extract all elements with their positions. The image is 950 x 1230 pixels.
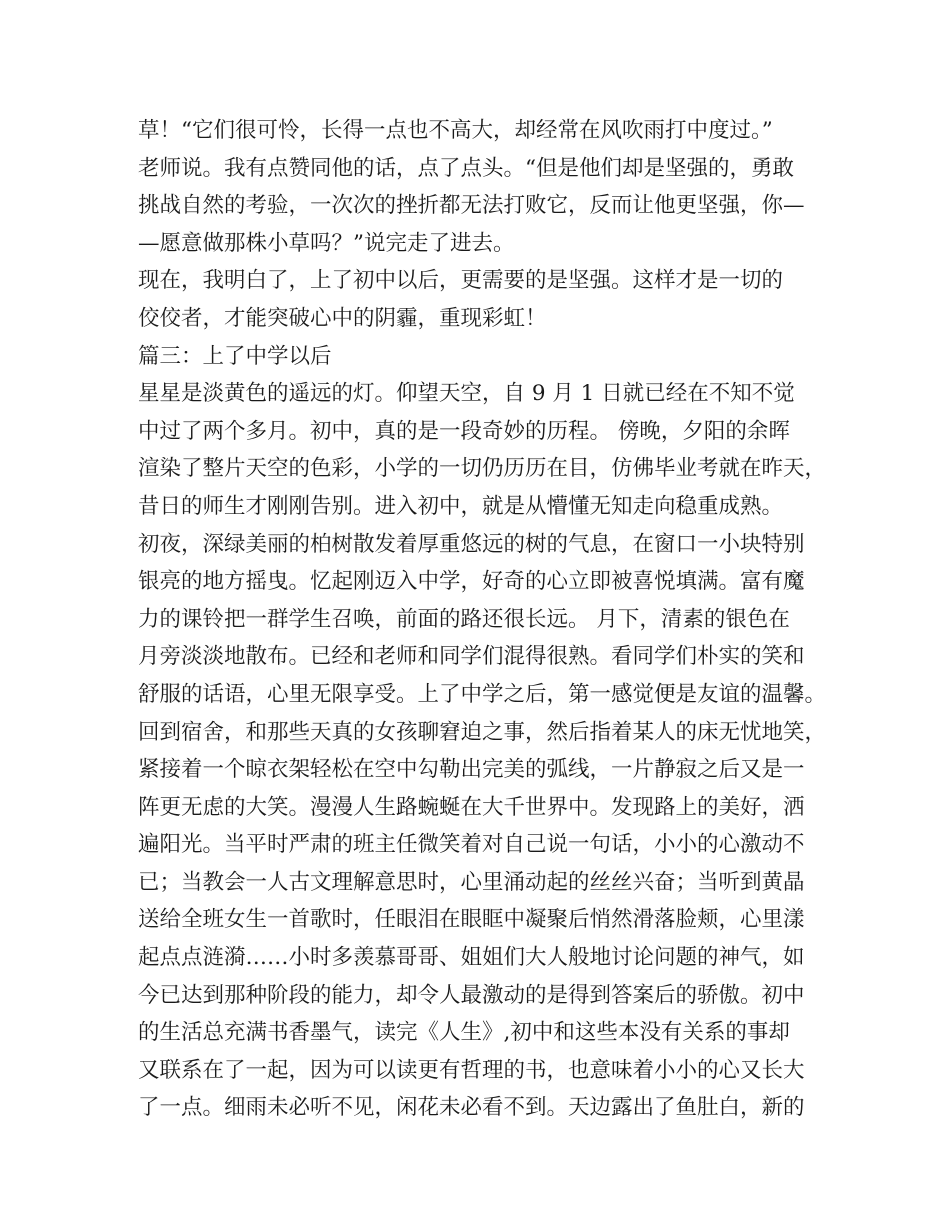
text-line: 草！“它们很可怜，长得一点也不高大，却经常在风吹雨打中度过。”	[138, 118, 773, 143]
text-line: 挑战自然的考验，一次次的挫折都无法打败它，反而让他更坚强，你—	[138, 193, 805, 219]
text-line: 遍阳光。当平时严肃的班主任微笑着对自己说一句话，小小的心激动不	[138, 832, 805, 858]
text-line: 力的课铃把一群学生召唤，前面的路还很长远。 月下，清素的银色在	[138, 606, 790, 632]
text-line: 起点点涟漪……小时多羡慕哥哥、姐姐们大人般地讨论问题的神气，如	[138, 945, 805, 971]
text-line: 昔日的师生才刚刚告别。进入初中，就是从懵懂无知走向稳重成熟。	[138, 493, 784, 519]
text-line: 渲染了整片天空的色彩，小学的一切仍历历在目，仿佛毕业考就在昨天，	[138, 456, 827, 482]
text-line: 了一点。细雨未必听不见，闲花未必看不到。天边露出了鱼肚白，新的	[138, 1095, 805, 1121]
text-line: 已；当教会一人古文理解意思时，心里涌动起的丝丝兴奋；当听到黄晶	[138, 869, 805, 895]
text-line: 现在，我明白了，上了初中以后，更需要的是坚强。这样才是一切的	[138, 268, 784, 294]
text-line: 佼佼者，才能突破心中的阴霾，重现彩虹！	[138, 305, 547, 331]
text-line: 又联系在了一起，因为可以读更有哲理的书，也意味着小小的心又长大	[138, 1057, 805, 1083]
text-line: 月旁淡淡地散布。已经和老师和同学们混得很熟。看同学们朴实的笑和	[138, 644, 805, 670]
text-line: 舒服的话语，心里无限享受。上了中学之后，第一感觉便是友谊的温馨。	[138, 681, 827, 707]
text-line: 回到宿舍，和那些天真的女孩聊窘迫之事，然后指着某人的床无忧地笑，	[138, 719, 827, 745]
text-line: 今已达到那种阶段的能力，却令人最激动的是得到答案后的骄傲。初中	[138, 982, 805, 1008]
text-line: 的生活总充满书香墨气，读完《人生》,初中和这些本没有关系的事却	[138, 1020, 790, 1046]
section-heading: 篇三：上了中学以后	[138, 343, 332, 369]
text-line: 送给全班女生一首歌时，任眼泪在眼眶中凝聚后悄然滑落脸颊，心里漾	[138, 907, 805, 933]
body-text	[138, 112, 828, 1127]
text-line: 银亮的地方摇曳。忆起刚迈入中学，好奇的心立即被喜悦填满。富有魔	[138, 569, 805, 595]
text-line: —愿意做那株小草吗？”说完走了进去。	[138, 230, 515, 256]
text-line: 紧接着一个晾衣架轻松在空中勾勒出完美的弧线，一片静寂之后又是一	[138, 757, 805, 783]
text-line: 老师说。我有点赞同他的话，点了点头。“但是他们却是坚强的，勇敢	[138, 155, 794, 181]
text-line: 阵更无虑的大笑。漫漫人生路蜿蜒在大千世界中。发现路上的美好，洒	[138, 794, 805, 820]
text-line: 初夜，深绿美丽的柏树散发着厚重悠远的树的气息，在窗口一小块特别	[138, 531, 805, 557]
text-line: 星星是淡黄色的遥远的灯。仰望天空，自 9 月 1 日就已经在不知不觉	[138, 381, 795, 407]
text-line: 中过了两个多月。初中，真的是一段奇妙的历程。 傍晚，夕阳的余晖	[138, 418, 790, 444]
